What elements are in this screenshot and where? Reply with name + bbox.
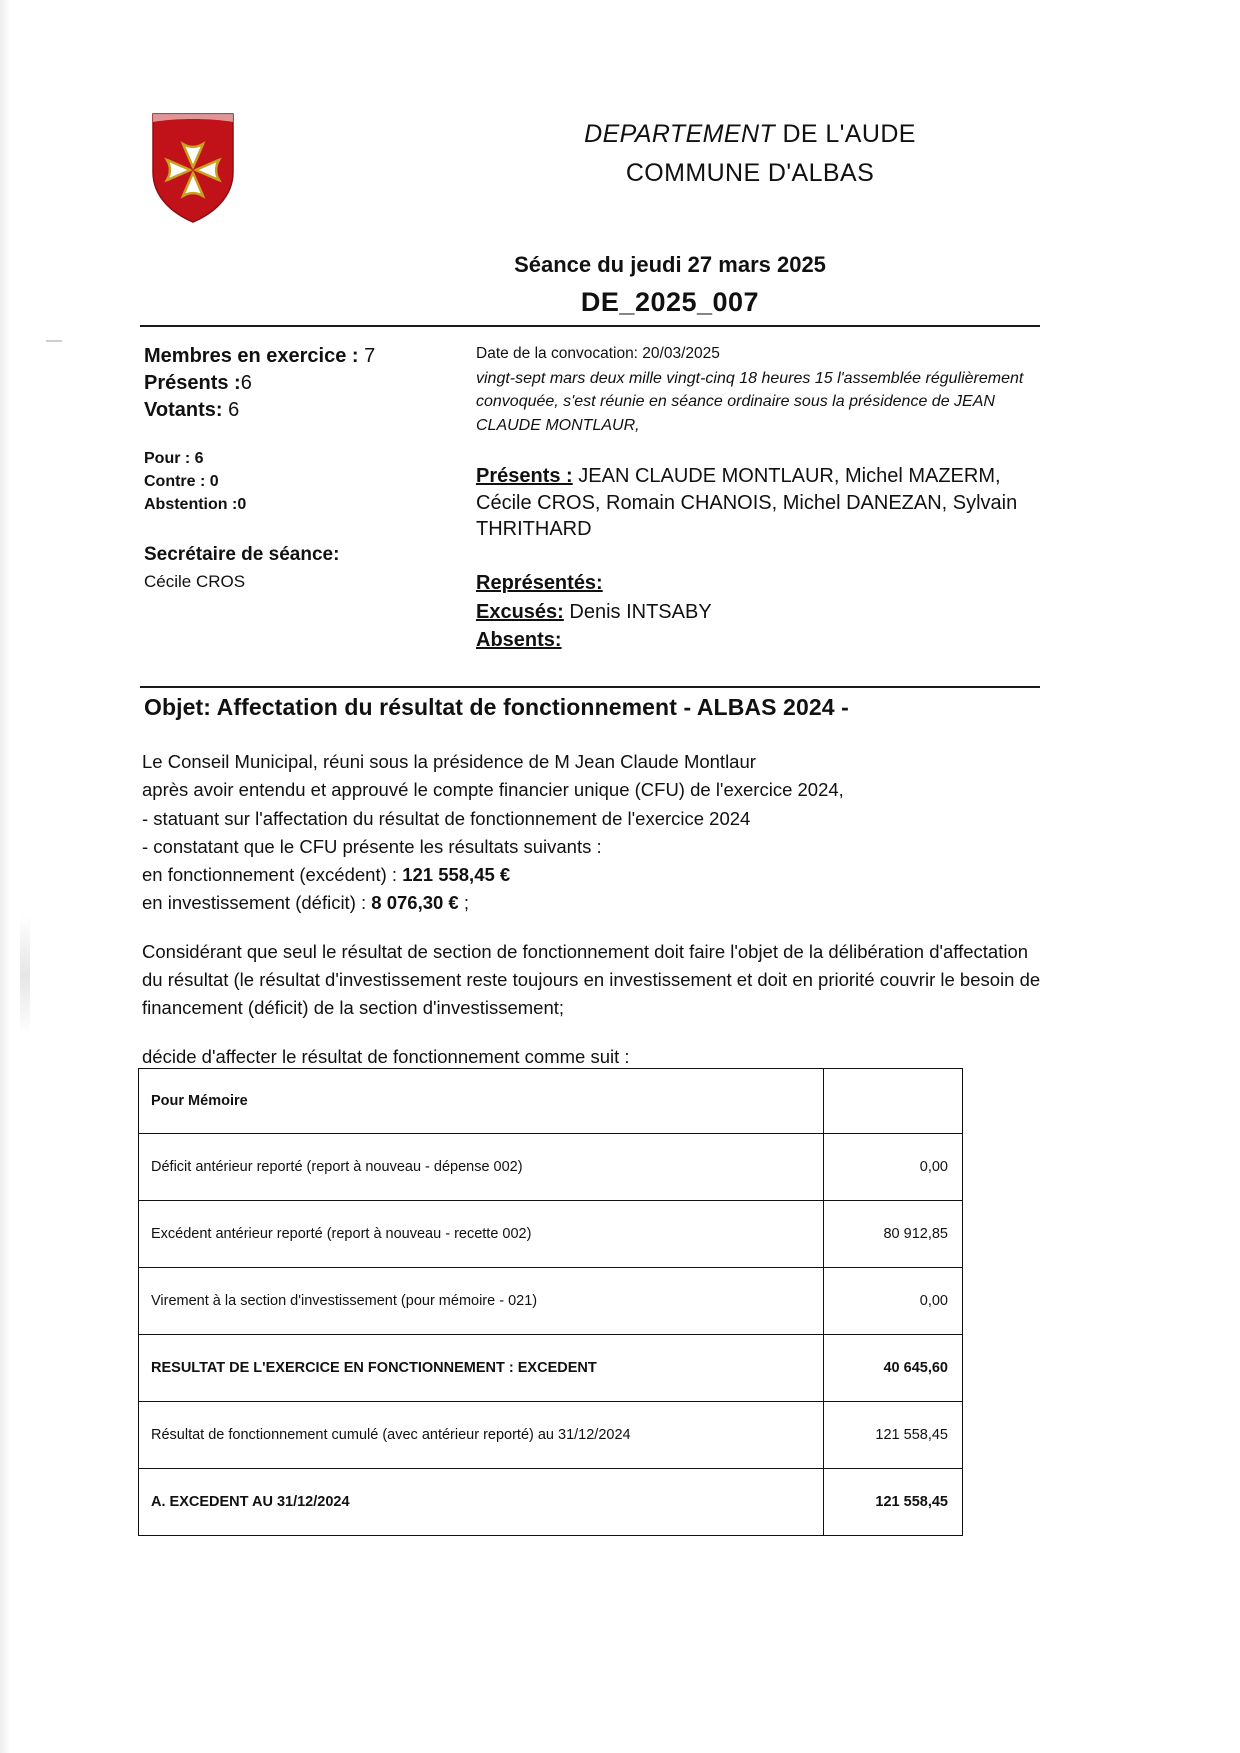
department-line [440, 120, 1060, 149]
absent-label: Absents: [476, 628, 562, 651]
present-count-label: Présents : [144, 372, 241, 395]
excused-label: Excusés: [476, 600, 564, 623]
absence-block [476, 569, 1036, 654]
row-label: Déficit antérieur reporté (report à nouveau - dépense 002) [139, 1134, 824, 1201]
present-count-value: 6 [240, 372, 252, 395]
vote-abstention: Abstention :0 [144, 495, 247, 513]
attendees-block [476, 463, 1036, 543]
session-date: Séance du jeudi 27 mars 2025 [514, 252, 826, 277]
table-row [139, 1268, 963, 1335]
scan-speck-artifact [46, 340, 62, 342]
table-row [139, 1469, 963, 1536]
coat-of-arms-icon [150, 112, 236, 224]
table-row [139, 1134, 963, 1201]
voters-count-value: 6 [228, 399, 240, 422]
table-row [139, 1201, 963, 1268]
attendance-summary [144, 343, 474, 592]
investment-deficit-line [142, 889, 1047, 917]
decision-paragraph: décide d'affecter le résultat de fonctionnement comme suit : [142, 1045, 630, 1067]
scan-streak-artifact [20, 915, 30, 1035]
paragraph-gap-2 [142, 1023, 1047, 1043]
operating-surplus-amount: 121 558,45 € [402, 864, 511, 886]
session-secretary-name: Cécile CROS [144, 572, 246, 592]
table-row [139, 1402, 963, 1469]
page-title: Objet: Affectation du résultat de fonctionnement - ALBAS 2024 - [144, 694, 849, 720]
row-label: Excédent antérieur reporté (report à nouveau - recette 002) [139, 1201, 824, 1268]
convocation-details [476, 342, 1036, 654]
voters-count-label: Votants: [144, 399, 223, 422]
table-row [139, 1335, 963, 1402]
investment-deficit-amount: 8 076,30 € [371, 892, 459, 914]
deliberation-reference: DE_2025_007 [580, 287, 760, 317]
session-block [300, 252, 1040, 318]
body-line-3: - statuant sur l'affectation du résultat de fonctionnement de l'exercice 2024 [142, 807, 751, 829]
convocation-date: Date de la convocation: 20/03/2025 [476, 345, 720, 362]
row-value: 121 558,45 [824, 1402, 963, 1469]
investment-deficit-suffix: ; [458, 892, 470, 914]
department-word: DEPARTEMENT [584, 120, 776, 148]
represented-label: Représentés: [476, 572, 603, 595]
considering-paragraph: Considérant que seul le résultat de section de fonctionnement doit faire l'objet de la délibération d'affectation du résultat (le résultat d'investissement reste toujours en investissement et doit en priorité couvrir le besoin de financement (déficit) de la section d'investissement; [142, 940, 1041, 1019]
row-label: A. EXCEDENT AU 31/12/2024 [139, 1469, 824, 1536]
objet-divider [140, 686, 1040, 688]
row-value: 0,00 [824, 1134, 963, 1201]
body-line-4: - constatant que le CFU présente les résultats suivants : [142, 835, 602, 857]
investment-deficit-label: en investissement (déficit) : [142, 892, 372, 914]
vote-tally [144, 447, 474, 517]
deliberation-body [142, 748, 1047, 1071]
allocation-table-body [139, 1069, 963, 1536]
row-value: 0,00 [824, 1268, 963, 1335]
excused-names: Denis INTSABY [563, 600, 712, 623]
represented-line [476, 569, 1036, 597]
commune-line: COMMUNE D'ALBAS [625, 159, 875, 187]
allocation-table-wrapper [138, 1068, 948, 1536]
excused-line [476, 598, 1036, 626]
voters-count-line [144, 397, 474, 424]
row-value: 40 645,60 [824, 1335, 963, 1402]
body-line-2: après avoir entendu et approuvé le compte financier unique (CFU) de l'exercice 2024, [142, 779, 844, 801]
present-count-line [144, 370, 474, 397]
table-header-row [139, 1069, 963, 1134]
members-in-office-label: Membres en exercice : [144, 345, 359, 367]
header-divider [140, 325, 1040, 327]
attendees-names: JEAN CLAUDE MONTLAUR, Michel MAZERM, Cécile CROS, Romain CHANOIS, Michel DANEZAN, Sylvain THRITHARD [476, 464, 1018, 541]
row-value: 80 912,85 [824, 1201, 963, 1268]
body-line-1: Le Conseil Municipal, réuni sous la présidence de M Jean Claude Montlaur [142, 751, 756, 772]
table-header-value [824, 1069, 963, 1134]
convocation-paragraph: vingt-sept mars deux mille vingt-cinq 18 heures 15 l'assemblée régulièrement convoquée, s'est réunie en séance ordinaire sous la présidence de JEAN CLAUDE MONTLAUR, [476, 370, 1024, 434]
vote-against: Contre : 0 [144, 472, 219, 490]
paragraph-gap-1 [142, 918, 1047, 938]
row-label: RESULTAT DE L'EXERCICE EN FONCTIONNEMENT : EXCEDENT [139, 1335, 824, 1402]
allocation-table [138, 1068, 963, 1536]
table-header-label: Pour Mémoire [139, 1069, 824, 1134]
scan-edge-artifact [0, 0, 10, 1753]
operating-surplus-line [142, 861, 1047, 889]
absent-line [476, 626, 1036, 654]
row-label: Résultat de fonctionnement cumulé (avec antérieur reporté) au 31/12/2024 [139, 1402, 824, 1469]
operating-surplus-label: en fonctionnement (excédent) : [142, 864, 403, 886]
row-value: 121 558,45 [824, 1469, 963, 1536]
organization-titles [440, 120, 1060, 188]
session-secretary-label: Secrétaire de séance: [144, 544, 340, 566]
department-rest: DE L'AUDE [775, 120, 916, 148]
members-in-office-value: 7 [364, 345, 376, 367]
row-label: Virement à la section d'investissement (pour mémoire - 021) [139, 1268, 824, 1335]
attendees-label: Présents : [476, 464, 573, 487]
members-in-office-line [144, 343, 474, 370]
vote-for: Pour : 6 [144, 449, 204, 467]
intro-paragraph [142, 748, 1047, 918]
document-header [140, 112, 1060, 232]
